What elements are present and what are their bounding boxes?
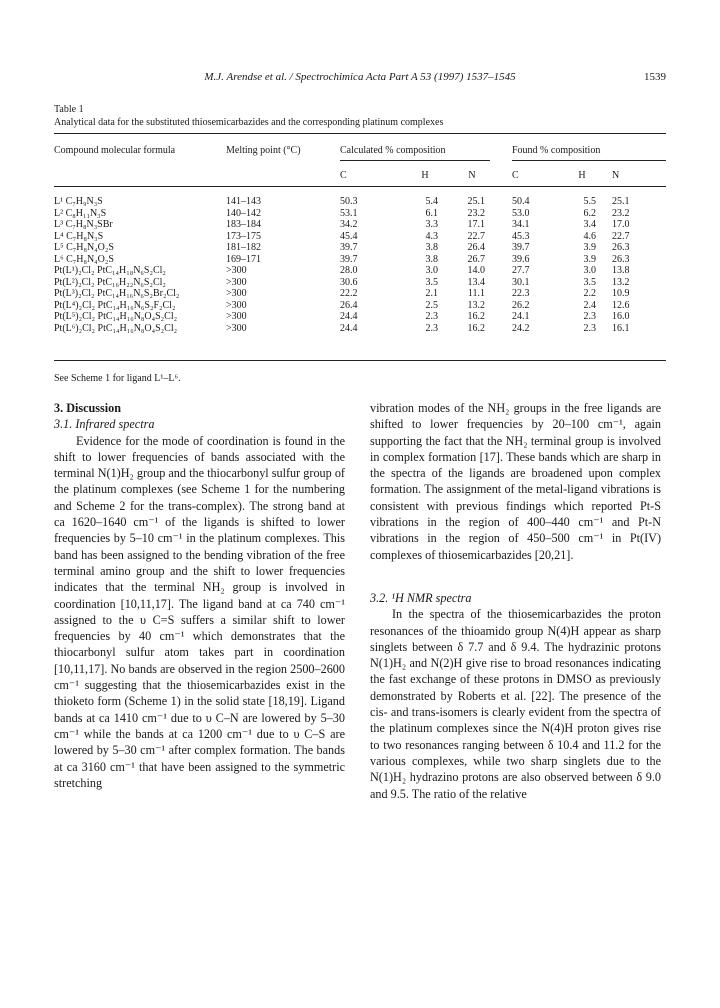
cell-found-c: 24.1 <box>512 311 530 322</box>
cell-found-c: 27.7 <box>512 265 530 276</box>
subheader-calc-h: H <box>421 170 429 181</box>
cell-formula: Pt(L⁴)₂Cl₂ PtC₁₄H₁₆N₆S₂F₂Cl₂ <box>54 299 176 311</box>
cell-melting-point: >300 <box>226 311 247 322</box>
cell-calc-h: 4.3 <box>425 230 438 242</box>
cell-melting-point: 140–142 <box>226 207 261 219</box>
running-header: M.J. Arendse et al. / Spectrochimica Acta Part A 53 (1997) 1537–1545 <box>204 71 516 83</box>
cell-calc-n: 26.4 <box>467 242 485 253</box>
cell-found-c: 53.0 <box>512 207 530 219</box>
table-top-rule <box>54 133 666 134</box>
table-row <box>0 231 720 243</box>
cell-formula: Pt(L⁵)₂Cl₂ PtC₁₄H₁₆N₈O₄S₂Cl₂ <box>54 311 178 322</box>
cell-calc-h: 2.3 <box>425 311 438 322</box>
cell-calc-c: 34.2 <box>340 219 358 230</box>
cell-calc-c: 24.4 <box>340 311 358 322</box>
cell-found-n: 12.6 <box>612 299 630 311</box>
cell-found-c: 50.4 <box>512 196 530 207</box>
subheader-found-c: C <box>512 170 519 181</box>
cell-melting-point: >300 <box>226 288 247 299</box>
cell-found-c: 30.1 <box>512 276 530 288</box>
paragraph: Evidence for the mode of coordination is found in the shift to lower frequencies of bands associated with the terminal N(1)H₂ group and the thiocarbonyl sulfur group of the platinum complexes (see Scheme 1 for the numbering and Scheme 2 for the trans-complex). The strong band at ca 1620–1640 cm⁻¹ of the ligands is shifted to lower frequencies by 5–10 cm⁻¹ in the platinum complexes. This band has been assigned to the bending vibration of the free terminal amino group and the shift to lower frequencies indicates that the terminal NH₂ group is involved in coordination [10,11,17]. The ligand band at ca 740 cm⁻¹ assigned to the υ C=S suffers a similar shift to lower frequencies by 40 cm⁻¹ which demonstrates that the thiocarbonyl sulfur atom takes part in coordination [10,11,17]. No bands are observed in the region 2500–2600 cm⁻¹ suggesting that the thiosemicarbazides exist in the thioketo form (Scheme 1) in the solid state [18,19]. Ligand bands at ca 1410 cm⁻¹ due to υ C–N are lowered by 5–30 cm⁻¹ while the bands at ca 1200 cm⁻¹ due to υ C–S are lowered by 5–30 cm⁻¹ after complex formation. The bands at ca 3160 cm⁻¹ that have been assigned to the symmetric stretching <box>54 433 345 790</box>
table-label: Table 1 <box>54 104 84 115</box>
cell-formula: Pt(L⁶)₂Cl₂ PtC₁₄H₁₆N₈O₄S₂Cl₂ <box>54 322 178 334</box>
cell-calc-h: 3.8 <box>425 242 438 253</box>
cell-calc-c: 39.7 <box>340 242 358 253</box>
cell-found-h: 4.6 <box>583 230 596 242</box>
table-row <box>0 323 720 335</box>
cell-found-n: 13.8 <box>612 265 630 276</box>
spacer <box>370 563 661 590</box>
cell-calc-c: 50.3 <box>340 196 358 207</box>
found-subrule <box>512 160 666 161</box>
cell-found-h: 3.0 <box>583 265 596 276</box>
table-row <box>0 196 720 208</box>
table-header-rule <box>54 186 666 187</box>
cell-calc-n: 17.1 <box>467 219 485 230</box>
cell-found-c: 22.3 <box>512 288 530 299</box>
cell-found-c: 39.7 <box>512 242 530 253</box>
cell-melting-point: 169–171 <box>226 253 261 265</box>
cell-found-h: 3.9 <box>583 242 596 253</box>
left-column <box>54 400 345 791</box>
cell-calc-n: 13.4 <box>467 276 485 288</box>
cell-found-h: 3.9 <box>583 253 596 265</box>
cell-found-h: 2.3 <box>583 311 596 322</box>
cell-calc-h: 2.5 <box>425 299 438 311</box>
header-calculated: Calculated % composition <box>340 145 446 156</box>
table-caption: Analytical data for the substituted thiosemicarbazides and the corresponding platinum complexes <box>54 117 444 128</box>
cell-found-n: 10.9 <box>612 288 630 299</box>
cell-found-n: 17.0 <box>612 219 630 230</box>
cell-formula: L¹ C₇H₉N₃S <box>54 196 103 207</box>
cell-calc-c: 28.0 <box>340 265 358 276</box>
table-bottom-rule <box>54 360 666 361</box>
cell-found-c: 24.2 <box>512 322 530 334</box>
cell-calc-n: 13.2 <box>467 299 485 311</box>
cell-calc-c: 24.4 <box>340 322 358 334</box>
cell-found-h: 2.3 <box>583 322 596 334</box>
header-compound: Compound molecular formula <box>54 145 176 156</box>
cell-found-n: 25.1 <box>612 196 630 207</box>
cell-melting-point: >300 <box>226 265 247 276</box>
cell-formula: Pt(L¹)₂Cl₂ PtC₁₄H₁₈N₆S₂Cl₂ <box>54 265 166 276</box>
cell-found-n: 22.7 <box>612 230 630 242</box>
table-row <box>0 208 720 220</box>
subheader-calc-c: C <box>340 170 347 181</box>
cell-melting-point: >300 <box>226 276 247 288</box>
section-heading: 3. Discussion <box>54 401 122 415</box>
cell-calc-c: 30.6 <box>340 276 358 288</box>
cell-formula: L² C₈H₁₁N₃S <box>54 207 107 219</box>
cell-formula: Pt(L²)₂Cl₂ PtC₁₆H₂₂N₆S₂Cl₂ <box>54 276 166 288</box>
table-row <box>0 265 720 277</box>
cell-calc-n: 26.7 <box>467 253 485 265</box>
header-found: Found % composition <box>512 145 601 156</box>
cell-melting-point: 141–143 <box>226 196 261 207</box>
subsection-heading: 3.1. Infrared spectra <box>54 417 155 432</box>
cell-found-n: 23.2 <box>612 207 630 219</box>
cell-found-h: 2.2 <box>583 288 596 299</box>
cell-calc-n: 14.0 <box>467 265 485 276</box>
cell-found-c: 26.2 <box>512 299 530 311</box>
cell-calc-c: 53.1 <box>340 207 358 219</box>
subsection-heading: 3.2. ¹H NMR spectra <box>370 590 472 605</box>
cell-calc-n: 25.1 <box>467 196 485 207</box>
table-row <box>0 219 720 231</box>
cell-found-h: 2.4 <box>583 299 596 311</box>
cell-calc-h: 3.0 <box>425 265 438 276</box>
cell-found-c: 34.1 <box>512 219 530 230</box>
cell-calc-h: 3.3 <box>425 219 438 230</box>
cell-calc-c: 26.4 <box>340 299 358 311</box>
calculated-subrule <box>340 160 490 161</box>
subheader-found-h: H <box>578 170 586 181</box>
cell-found-n: 13.2 <box>612 276 630 288</box>
table-row <box>0 254 720 266</box>
cell-melting-point: 183–184 <box>226 219 261 230</box>
cell-calc-h: 3.8 <box>425 253 438 265</box>
cell-melting-point: >300 <box>226 299 247 311</box>
cell-calc-c: 22.2 <box>340 288 358 299</box>
cell-found-c: 45.3 <box>512 230 530 242</box>
table-row <box>0 277 720 289</box>
cell-found-h: 6.2 <box>583 207 596 219</box>
right-column <box>370 400 661 802</box>
cell-calc-n: 22.7 <box>467 230 485 242</box>
paragraph: vibration modes of the NH₂ groups in the free ligands are shifted to lower frequencies by 20–100 cm⁻¹, again supporting the fact that the NH₂ terminal group is involved in complex formation [17]. These bands which are sharp in the spectra of the ligands are broadened upon complex formation. The assignment of the metal-ligand vibrations is consistent with previous findings which reported Pt-S vibrations in the region of 400–440 cm⁻¹ and Pt-N vibrations in the region of 450–500 cm⁻¹ in Pt(IV) complexes of thiosemicarbazides [20,21]. <box>370 401 661 562</box>
table-row <box>0 242 720 254</box>
page-number: 1539 <box>644 71 666 83</box>
cell-calc-h: 5.4 <box>425 196 438 207</box>
cell-melting-point: 181–182 <box>226 242 261 253</box>
cell-calc-h: 2.1 <box>425 288 438 299</box>
cell-calc-n: 11.1 <box>467 288 485 299</box>
cell-found-n: 26.3 <box>612 253 630 265</box>
cell-found-n: 16.1 <box>612 322 630 334</box>
cell-melting-point: >300 <box>226 322 247 334</box>
cell-formula: Pt(L³)₂Cl₂ PtC₁₄H₁₆N₆S₂Br₂Cl₂ <box>54 288 180 299</box>
cell-found-h: 3.4 <box>583 219 596 230</box>
cell-calc-h: 3.5 <box>425 276 438 288</box>
cell-calc-c: 39.7 <box>340 253 358 265</box>
subheader-found-n: N <box>612 170 620 181</box>
paragraph: In the spectra of the thiosemicarbazides the proton resonances of the thioamido group N(4)H appear as sharp singlets between δ 7.7 and δ 9.4. The hydrazinic protons N(1)H₂ and N(2)H give rise to broad resonances indicating the fast exchange of these protons in DMSO as previously demonstrated by Roberts et al. [22]. The presence of the cis- and trans-isomers is clearly evident from the spectra of the platinum complexes since the N(4)H proton gives rise to two resonances ranging between δ 10.4 and 11.2 for the various complexes, while two sharp singlets due to the N(1)H₂ hydrazino protons are also observed between δ 9.0 and 9.5. The ratio of the relative <box>370 607 661 801</box>
table-row <box>0 300 720 312</box>
cell-calc-n: 16.2 <box>467 311 485 322</box>
cell-calc-c: 45.4 <box>340 230 358 242</box>
cell-calc-h: 6.1 <box>425 207 438 219</box>
cell-formula: L⁴ C₇H₈N₃S <box>54 230 104 242</box>
cell-formula: L⁵ C₇H₈N₄O₂S <box>54 242 114 253</box>
cell-calc-n: 23.2 <box>467 207 485 219</box>
cell-found-h: 3.5 <box>583 276 596 288</box>
header-melting-point: Melting point (°C) <box>226 145 301 156</box>
table-row <box>0 311 720 323</box>
cell-calc-h: 2.3 <box>425 322 438 334</box>
cell-formula: L³ C₇H₈N₃SBr <box>54 219 113 230</box>
subheader-calc-n: N <box>468 170 476 181</box>
cell-found-n: 16.0 <box>612 311 630 322</box>
cell-found-n: 26.3 <box>612 242 630 253</box>
cell-calc-n: 16.2 <box>467 322 485 334</box>
cell-formula: L⁶ C₇H₈N₄O₂S <box>54 253 114 265</box>
cell-melting-point: 173–175 <box>226 230 261 242</box>
cell-found-h: 5.5 <box>583 196 596 207</box>
cell-found-c: 39.6 <box>512 253 530 265</box>
table-row <box>0 288 720 300</box>
table-footnote: See Scheme 1 for ligand L¹–L⁶. <box>54 373 181 384</box>
